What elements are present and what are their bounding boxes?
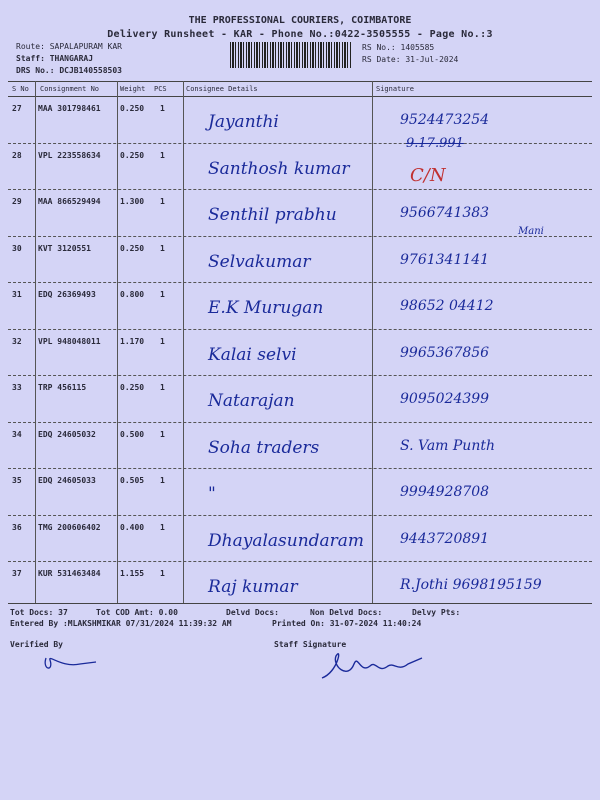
row-serial-number: 36	[12, 522, 22, 532]
row-weight: 0.400	[120, 522, 145, 532]
row-consignment-number: MAA 301798461	[38, 104, 101, 113]
row-signature-text: 9994928708	[400, 484, 490, 500]
row-weight: 0.800	[120, 290, 145, 299]
row-signature-text: S. Vam Punth	[400, 437, 495, 454]
row-weight: 1.300	[120, 197, 145, 206]
row-28-crossed-note: 9.17.991	[406, 136, 464, 151]
row-divider	[8, 468, 592, 469]
drs-number: DRS No.: DCJB140558503	[16, 66, 122, 75]
row-divider	[8, 282, 592, 283]
row-serial-number: 35	[12, 476, 22, 485]
row-consignment-number: KVT 3120551	[38, 243, 91, 253]
row-divider	[8, 236, 592, 237]
row-consignee-name: Jayanthi	[208, 112, 279, 132]
row-serial-number: 31	[12, 290, 22, 299]
sheet-title: THE PROFESSIONAL COURIERS, COIMBATORE	[188, 15, 412, 26]
row-signature-text: 9524473254	[400, 112, 490, 128]
row-pieces: 1	[160, 476, 165, 485]
table-header-border	[8, 96, 592, 97]
col-header-weight: Weight	[120, 85, 146, 93]
row-pieces: 1	[160, 569, 165, 578]
row-divider	[8, 561, 592, 562]
row-consignee-name: Santhosh kumar	[208, 158, 350, 179]
col-header-pcs: PCS	[154, 85, 167, 93]
row-consignment-number: EDQ 26369493	[38, 290, 96, 299]
row-consignee-name: Selvakumar	[208, 251, 311, 272]
row-pieces: 1	[160, 429, 165, 439]
row-divider	[8, 375, 592, 376]
delivered-docs: Delvd Docs:	[226, 608, 279, 617]
row-consignee-name: Natarajan	[208, 391, 295, 411]
row-serial-number: 32	[12, 336, 22, 346]
row-consignment-number: TRP 456115	[38, 383, 87, 392]
row-consignment-number: VPL 948048011	[38, 336, 101, 346]
row-signature-text: C/N	[410, 164, 446, 186]
row-weight: 0.250	[120, 150, 145, 160]
col-divider	[372, 81, 373, 603]
col-header-sno: S No	[12, 85, 29, 93]
col-divider	[183, 81, 184, 603]
row-consignment-number: EDQ 24605033	[38, 476, 96, 485]
total-docs: Tot Docs: 37	[10, 608, 68, 617]
staff-signature-label: Staff Signature	[274, 640, 347, 649]
row-signature-text: 9095024399	[400, 391, 490, 407]
row-serial-number: 30	[12, 243, 22, 253]
entered-by: Entered By :MLAKSHMIKAR 07/31/2024 11:39:32 AM	[10, 619, 232, 628]
row-signature-text: 9761341141	[400, 251, 490, 268]
row-divider	[8, 515, 592, 516]
row-weight: 1.155	[120, 569, 145, 578]
row-divider	[8, 329, 592, 330]
row-consignee-name: Kalai selvi	[208, 344, 297, 365]
sheet-subtitle: Delivery Runsheet - KAR - Phone No.:0422-3505555 - Page No.:3	[107, 29, 493, 40]
row-weight: 1.170	[120, 336, 145, 346]
total-cod: Tot COD Amt: 0.00	[96, 608, 178, 617]
row-serial-number: 27	[12, 104, 22, 113]
row-consignee-name: Raj kumar	[208, 577, 298, 597]
row-signature-text: R.Jothi 9698195159	[400, 577, 542, 593]
row-consignee-name: Soha traders	[208, 437, 320, 458]
row-pieces: 1	[160, 336, 165, 346]
row-serial-number: 37	[12, 569, 22, 578]
row-signature-text: 9443720891	[400, 530, 490, 547]
row-consignment-number: MAA 866529494	[38, 197, 101, 206]
col-header-signature: Signature	[376, 85, 414, 93]
row-divider	[8, 422, 592, 423]
rs-number: RS No.: 1405585	[362, 43, 435, 52]
row-weight: 0.505	[120, 476, 145, 485]
row-consignment-number: VPL 223558634	[38, 150, 101, 160]
table-bottom-border	[8, 603, 592, 604]
row-consignee-name: "	[208, 484, 216, 504]
printed-on: Printed On: 31-07-2024 11:40:24	[272, 619, 422, 628]
row-pieces: 1	[160, 290, 165, 299]
row-weight: 0.250	[120, 243, 145, 253]
row-pieces: 1	[160, 150, 165, 160]
col-divider	[35, 81, 36, 603]
row-weight: 0.250	[120, 383, 145, 392]
row-pieces: 1	[160, 243, 165, 253]
row-consignee-name: Senthil prabhu	[208, 205, 337, 225]
row-consignee-name: Dhayalasundaram	[208, 530, 365, 551]
rs-date: RS Date: 31-Jul-2024	[362, 55, 459, 64]
row-pieces: 1	[160, 522, 165, 532]
row-consignee-name: E.K Murugan	[208, 298, 324, 318]
row-serial-number: 34	[12, 429, 22, 439]
row-serial-number: 33	[12, 383, 22, 392]
verifier-signature-mark	[40, 652, 100, 676]
row-signature-text: 9566741383	[400, 205, 490, 221]
row-weight: 0.250	[120, 104, 145, 113]
col-divider	[117, 81, 118, 603]
row-pieces: 1	[160, 197, 165, 206]
verified-by-label: Verified By	[10, 640, 63, 649]
route-text: Route: SAPALAPURAM KAR	[16, 42, 122, 51]
row-pieces: 1	[160, 383, 165, 392]
delivery-points: Delvy Pts:	[412, 608, 461, 617]
row-consignment-number: KUR 531463484	[38, 569, 101, 578]
col-header-consignment: Consignment No	[40, 85, 100, 93]
row-divider	[8, 189, 592, 190]
staff-signature-mark	[318, 644, 428, 688]
row-consignment-number: EDQ 24605032	[38, 429, 96, 439]
row-weight: 0.500	[120, 429, 145, 439]
row-consignment-number: TMG 200606402	[38, 522, 101, 532]
row-signature-text: 9965367856	[400, 344, 490, 361]
row-serial-number: 29	[12, 197, 22, 206]
col-header-consignee: Consignee Details	[186, 85, 258, 93]
barcode	[230, 42, 352, 68]
row-serial-number: 28	[12, 150, 22, 160]
row-30-note: Mani	[518, 226, 544, 237]
row-divider	[8, 143, 592, 144]
table-top-border	[8, 81, 592, 82]
row-signature-text: 98652 04412	[400, 298, 494, 314]
non-delivered-docs: Non Delvd Docs:	[310, 608, 383, 617]
row-pieces: 1	[160, 104, 165, 113]
staff-text: Staff: THANGARAJ	[16, 54, 94, 63]
